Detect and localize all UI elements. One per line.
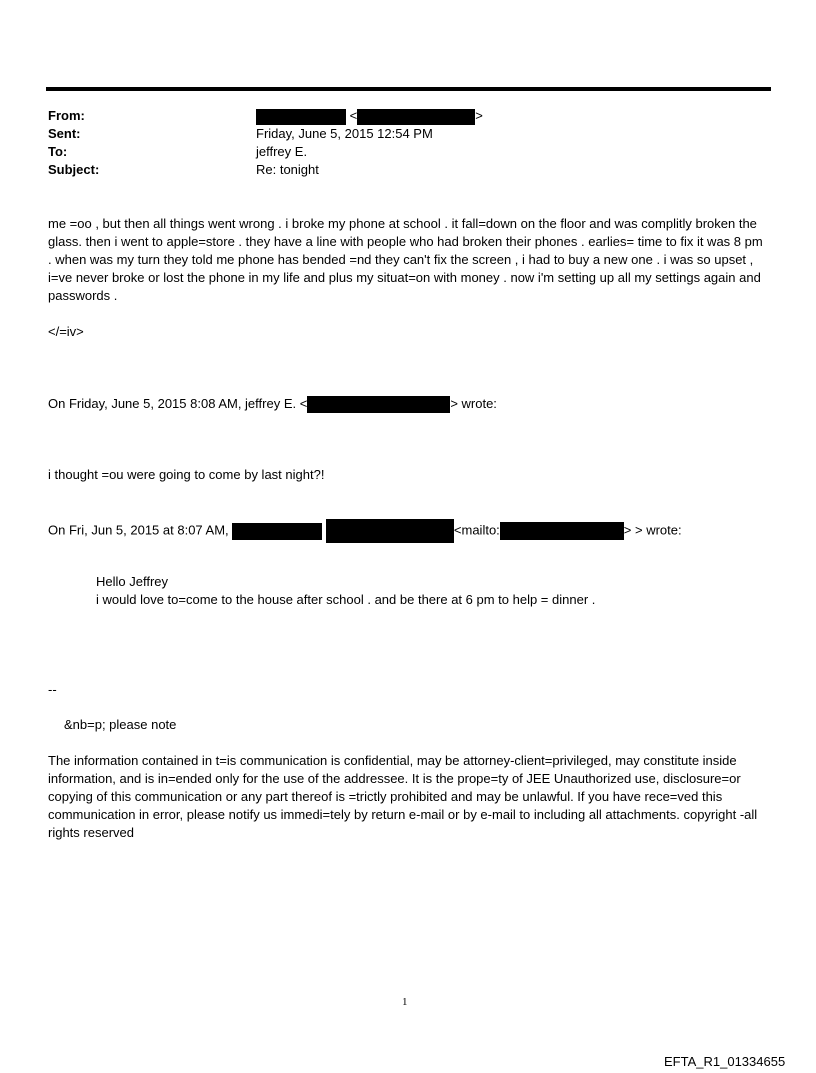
sent-value: Friday, June 5, 2015 12:54 PM (256, 126, 433, 141)
header-rule (46, 87, 771, 91)
from-gt: > (475, 108, 483, 123)
subject-value: Re: tonight (256, 162, 319, 177)
redaction-block (256, 109, 346, 125)
quote1-prefix: On Friday, June 5, 2015 8:08 AM, jeffrey E. < (48, 396, 308, 411)
redaction-block (232, 523, 322, 540)
sent-label: Sent: (48, 126, 81, 141)
redaction-block (357, 109, 475, 125)
signature-dashes: -- (48, 682, 57, 697)
quote1-suffix: > wrote: (450, 396, 497, 411)
greeting-line: Hello Jeffrey (96, 574, 169, 589)
disclaimer: The information contained in t=is communication is confidential, may be attorney-client=privileged, may constitute inside information, and is in=ended only for the use of the addressee. It is the prope=ty of JEE Unauthorized use, disclosure=or copying of this communication or any part thereof is =trictly prohibited and may be unlawful. If you have rece=ved this communication in error, please notify us immedi=tely by return e-mail or by e-mail to including all attachments. copyright -all rights reserved (48, 753, 758, 840)
document-id: EFTA_R1_01334655 (664, 1054, 786, 1069)
page-number: 1 (402, 996, 408, 1008)
redaction-block (326, 519, 454, 543)
body-paragraph: me =oo , but then all things went wrong . i broke my phone at school . it fall=down on the floor and was complitly broken the glass. then i went to apple=store . they have a line with people who had broken their phones . earlies= time to fix it was 8 pm . when was my turn they told me phone has bended =nd they can't fix the screen , i had to buy a new one . i was so upset , i=ve never broke or lost the phone in my life and plus my situat=on with money . now i'm setting up all my settings again and passwords . (48, 216, 763, 303)
quote2-mailto: <mailto: (453, 522, 500, 538)
from-lt: < (349, 108, 358, 123)
to-value: jeffrey E. (256, 144, 308, 159)
please-note: &nb=p; please note (64, 717, 177, 732)
quote-header-2 (48, 519, 763, 543)
to-label: To: (48, 144, 68, 159)
message-line: i would love to=come to the house after school . and be there at 6 pm to help = dinner . (96, 592, 596, 607)
quote2-prefix: On Fri, Jun 5, 2015 at 8:07 AM, (48, 522, 229, 538)
subject-label: Subject: (48, 162, 100, 177)
from-label: From: (48, 108, 85, 123)
thought-line: i thought =ou were going to come by last night?! (48, 467, 325, 482)
quote-header-1 (48, 395, 763, 413)
redaction-block (500, 522, 624, 540)
quote2-suffix: > > wrote: (623, 522, 682, 538)
redaction-block (307, 396, 450, 413)
div-tag-text: </=iv> (48, 324, 84, 339)
from-value (256, 107, 483, 125)
